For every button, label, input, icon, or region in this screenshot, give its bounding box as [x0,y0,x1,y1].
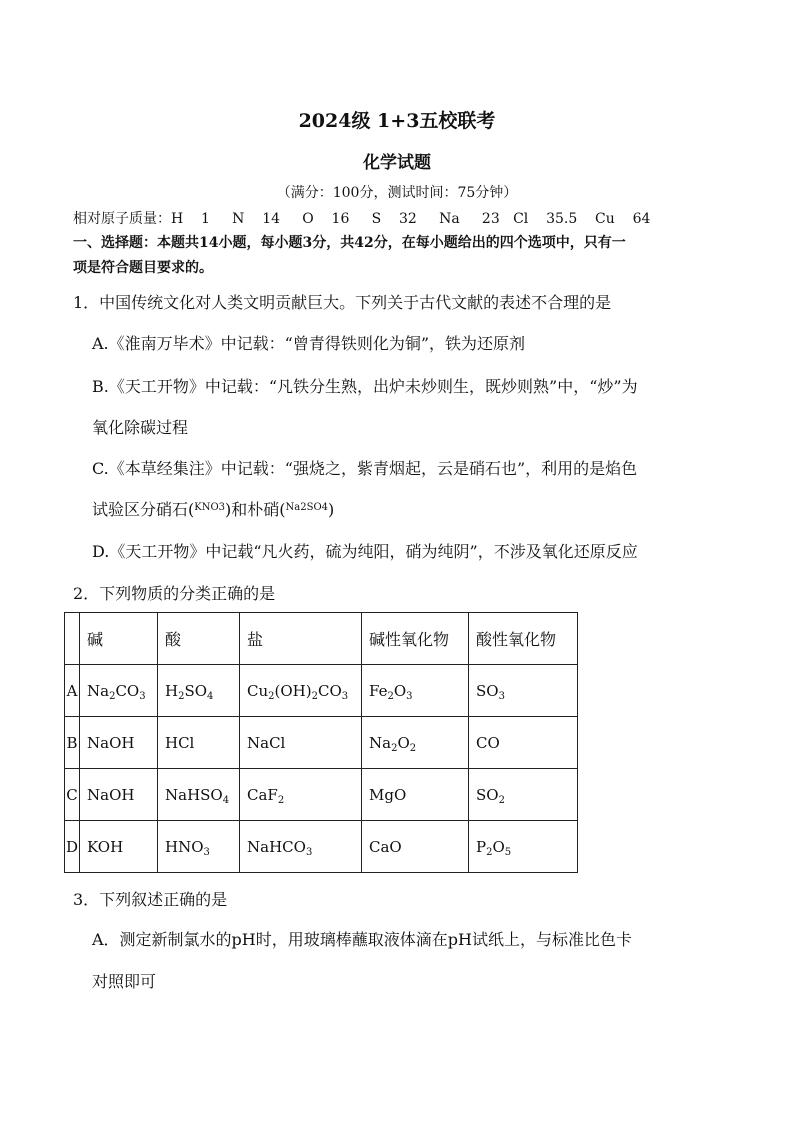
question-3-option-a: A．测定新制氯水的pH时，用玻璃棒蘸取液体滴在pH试纸上，与标准比色卡 [92,930,632,949]
section-instruction-line2: 项是符合题目要求的。 [73,260,213,276]
formula-kno3: KNO3 [194,502,226,513]
table-cell: CaO [362,821,469,873]
row-label: A [65,665,80,717]
row-label: C [65,769,80,821]
question-1-stem: 1．中国传统文化对人类文明贡献巨大。下列关于古代文献的表述不合理的是 [73,293,612,312]
header-cell-acidic-oxide: 酸性氧化物 [469,613,578,665]
question-1-option-a: A.《淮南万毕术》中记载：“曾青得铁则化为铜”，铁为还原剂 [92,334,526,353]
table-row [65,821,578,873]
row-label: B [65,717,80,769]
header-cell-base: 碱 [80,613,158,665]
c-cont-text-3: ) [328,500,335,519]
header-cell-acid: 酸 [158,613,240,665]
c-cont-text-2: )和朴硝( [225,500,286,519]
table-cell: $Cu_2(OH)_2CO_3$ [240,665,362,717]
formula-na2so4: Na2SO4 [285,502,329,513]
table-cell: $H_2SO_4$ [158,665,240,717]
table-cell: NaCl [240,717,362,769]
question-1-option-c: C.《本草经集注》中记载：“强烧之，紫青烟起，云是硝石也”，利用的是焰色 [92,459,638,478]
table-cell: CO [469,717,578,769]
table-cell: CaF$_2$ [240,769,362,821]
question-3-option-a-cont: 对照即可 [92,972,157,991]
exam-subject: 化学试题 [363,153,431,173]
classification-table [64,612,578,873]
table-row [65,769,578,821]
question-1-option-d: D.《天工开物》中记载“凡火药，硫为纯阳，硝为纯阴”，不涉及氧化还原反应 [92,542,638,561]
header-cell-salt: 盐 [240,613,362,665]
atomic-mass-line: 相对原子质量：H 1 N 14 O 16 S 32 Na 23 Cl 35.5 Cu 64 [73,211,651,227]
table-header-row [65,613,578,665]
table-cell: $HNO_3$ [158,821,240,873]
table-cell: HCl [158,717,240,769]
table-cell: $Na_2CO_3$ [80,665,158,717]
table-cell: $Fe_2O_3$ [362,665,469,717]
c-cont-text-1: 试验区分硝石( [92,500,195,519]
table-cell: $Na_2O_2$ [362,717,469,769]
table-cell: $SO_3$ [469,665,578,717]
table-row [65,717,578,769]
question-1-option-b-cont: 氧化除碳过程 [92,418,189,437]
table-cell: KOH [80,821,158,873]
table-cell: $P_2O_5$ [469,821,578,873]
exam-title: 2024级 1+3五校联考 [298,110,496,132]
table-cell: NaHCO$_3$ [240,821,362,873]
question-3-stem: 3．下列叙述正确的是 [73,890,228,909]
section-instruction-line1: 一、选择题：本题共14小题，每小题3分，共42分，在每小题给出的四个选项中，只有一 [73,235,626,251]
table-cell: $SO_2$ [469,769,578,821]
table-cell: NaOH [80,717,158,769]
question-2-stem: 2．下列物质的分类正确的是 [73,584,276,603]
header-cell-basic-oxide: 碱性氧化物 [362,613,469,665]
table-cell: NaHSO$_4$ [158,769,240,821]
table-cell: NaOH [80,769,158,821]
question-1-option-b: B.《天工开物》中记载：“凡铁分生熟，出炉未炒则生，既炒则熟”中，“炒”为 [92,377,638,396]
exam-info: （满分：100分，测试时间：75分钟） [276,185,518,201]
table-row [65,665,578,717]
table-cell: MgO [362,769,469,821]
header-cell-empty [65,613,80,665]
row-label: D [65,821,80,873]
question-1-option-c-cont [92,497,334,520]
